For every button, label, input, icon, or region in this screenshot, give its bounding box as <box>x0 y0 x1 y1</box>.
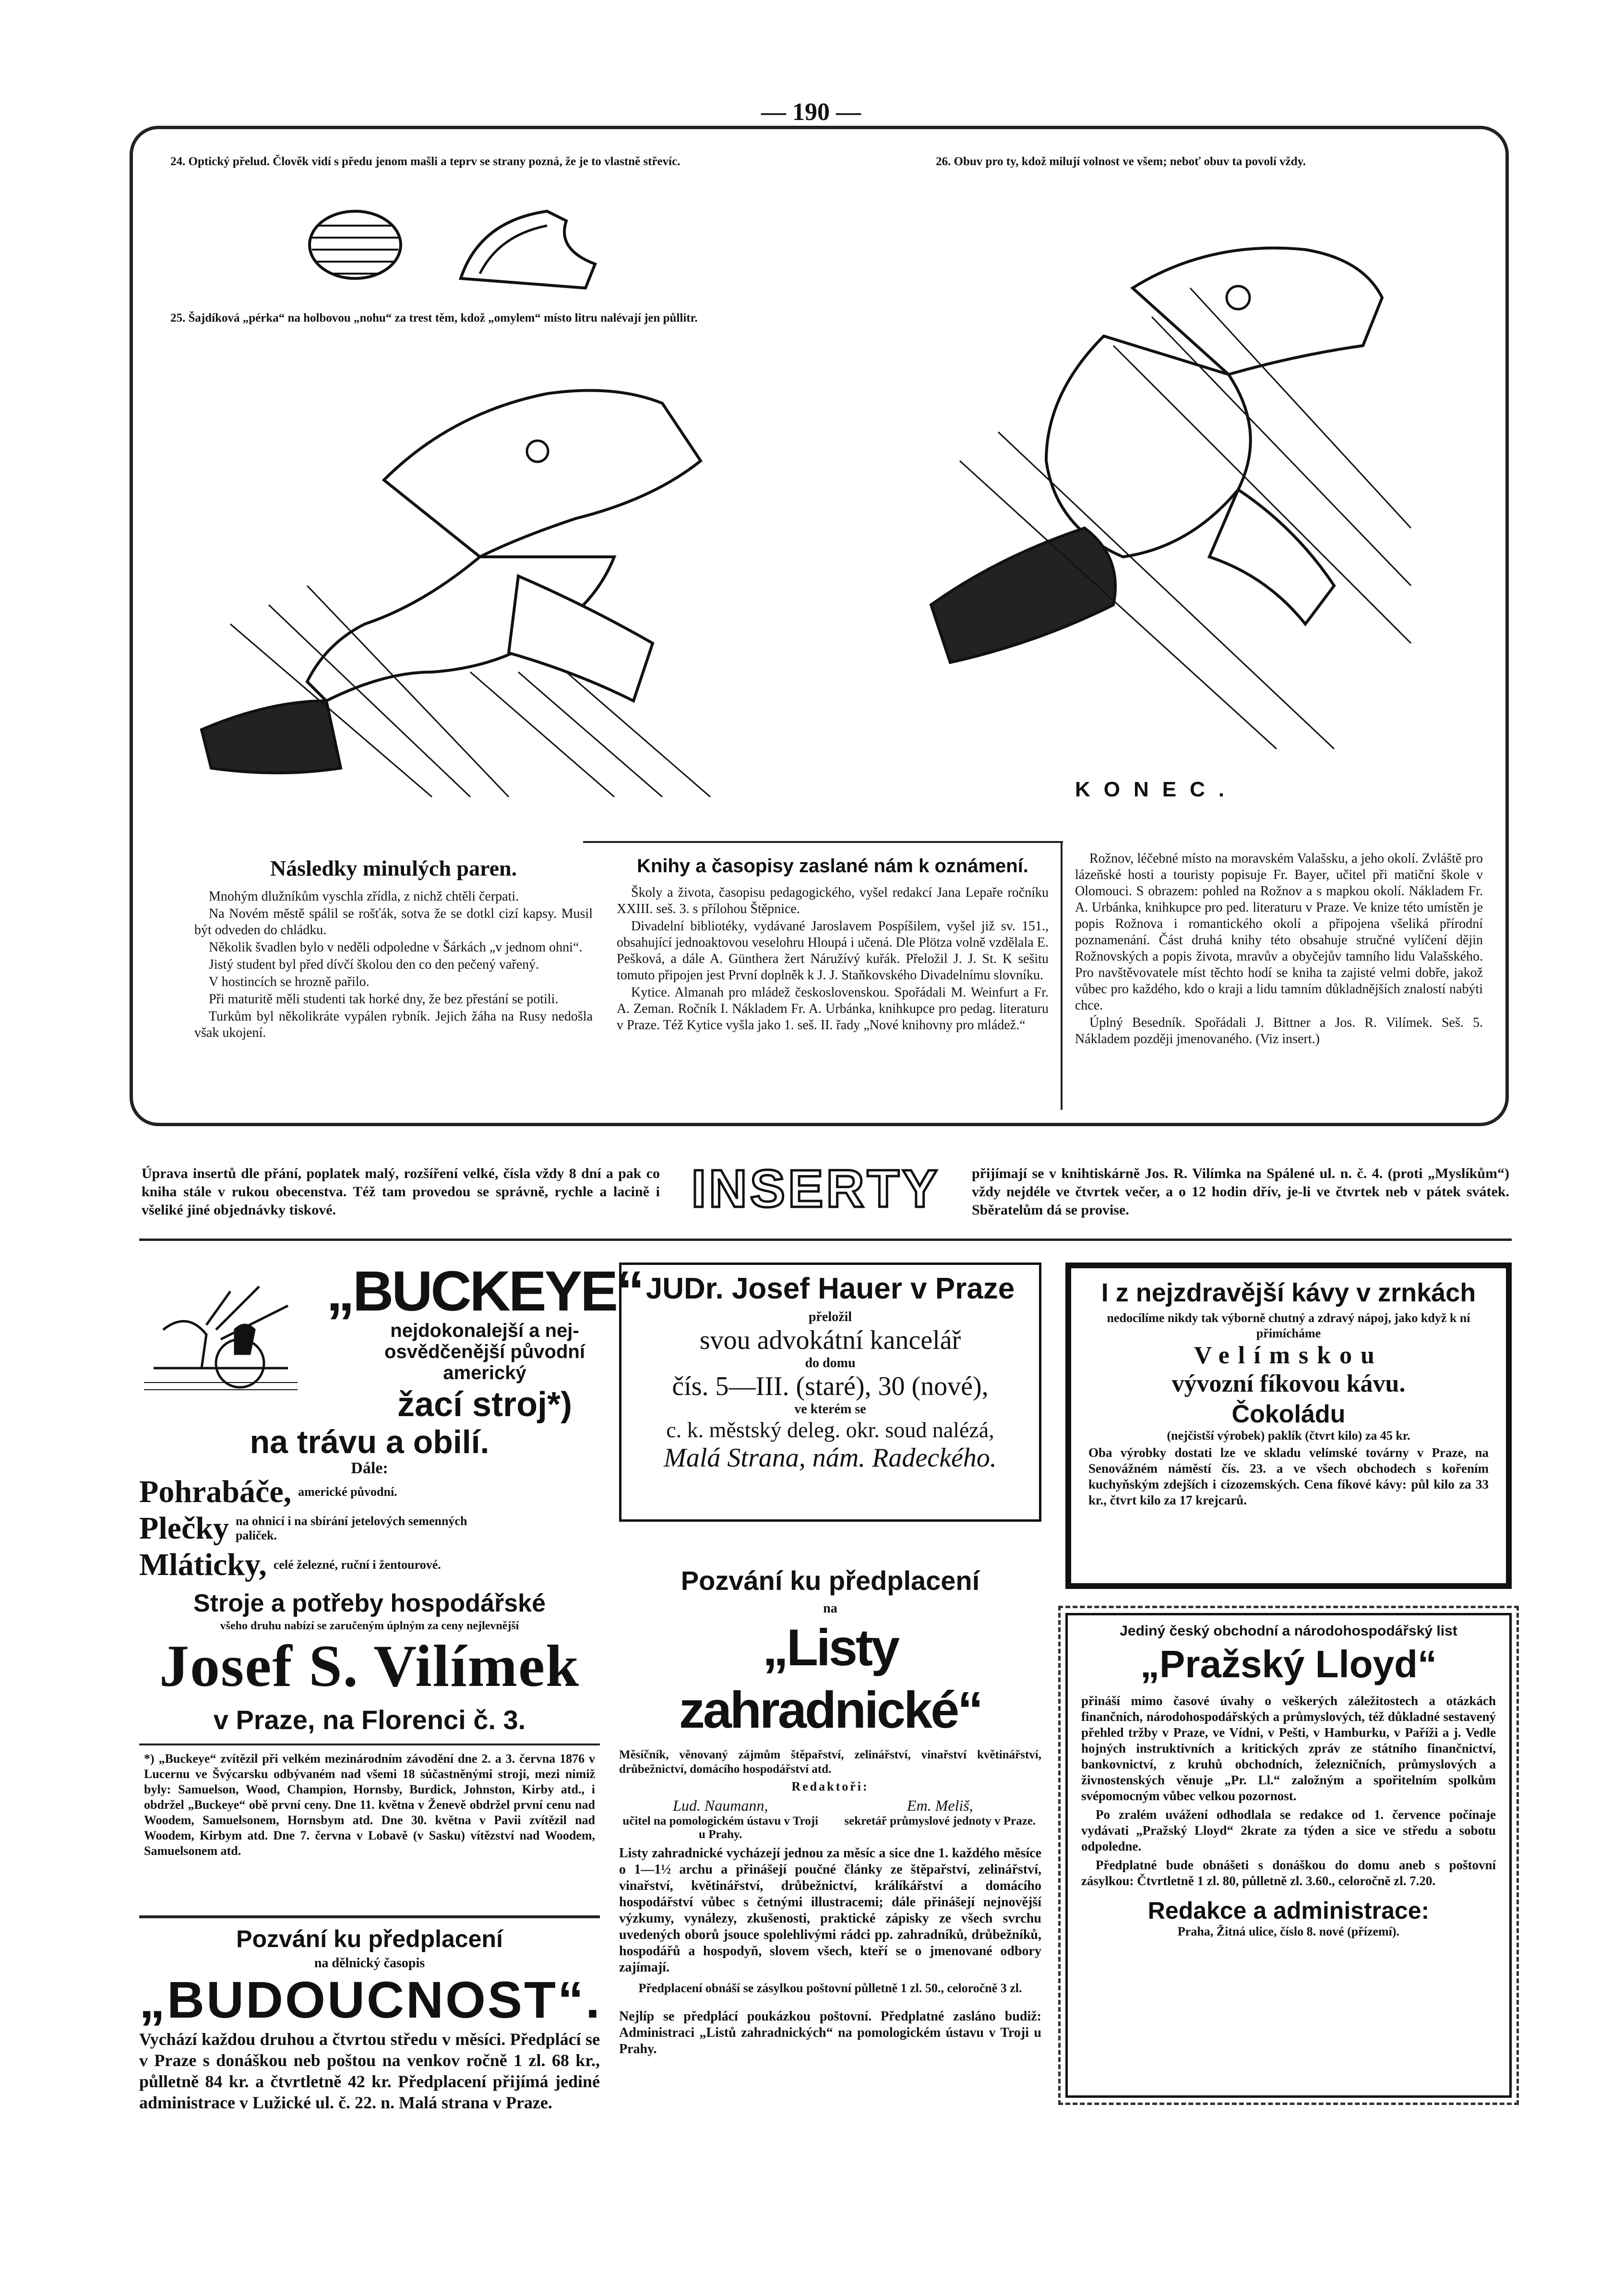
paragraph: Na Novém městě spálil se rošťák, sotva že se dotkl cizí kapsy. Musil být odveden do chládku. <box>194 906 593 938</box>
column-divider-right <box>1061 841 1063 1110</box>
desc-line: americký <box>443 1362 526 1383</box>
column-body <box>1075 851 1483 1047</box>
budoucnost-text: Vychází každou druhou a čtvrtou středu v měsíci. Předplácí se v Praze s donáškou neb poštou na venkov ročně 1 zl. 68 kr., půlletně 84 kr. a čtvrtletně 42 kr. Předplacení přijímá jediné administrace v Lužické ul. č. 22. n. Malá strana v Praze. <box>139 2030 600 2112</box>
hauer-line: Malá Strana, nám. Radeckého. <box>664 1443 997 1473</box>
item-name: Plečky <box>139 1511 229 1546</box>
divider <box>139 1744 600 1745</box>
editor <box>839 1797 1041 1841</box>
listy-price: Předplacení obnáší se zásylkou poštovní půlletně 1 zl. 50., celoročně 3 zl. <box>638 1981 1022 1995</box>
paragraph: Mnohým dlužníkům vyschla zřídla, z nichž chtěli čerpati. <box>209 889 519 904</box>
item-row <box>139 1474 600 1510</box>
item-desc: americké původní. <box>298 1485 397 1499</box>
paragraph: Turkům byl několikráte vypálen rybník. Jejich žáha na Rusy nedošla však ukojení. <box>194 1009 593 1040</box>
paragraph: Při maturitě měli studenti tak horké dny, že bez přestání se potili. <box>209 992 559 1007</box>
listy-editors <box>619 1797 1041 1841</box>
reaper-icon <box>144 1272 302 1397</box>
editor-name: Lud. Naumann, <box>673 1797 768 1814</box>
paragraph: Kytice. Almanah pro mládež československou. Spořádali M. Weinfurt a Fr. A. Zeman. Ročník I. Nákladem Fr. A. Urbánka, knihkupce pro pedag. literaturu v Praze. Též Kytice vyšla jako 1. seš. II. řady „Nové knihovny pro mládež.“ <box>617 985 1049 1033</box>
desc-line: nejdokonalejší a nej- <box>390 1320 579 1341</box>
buckeye-machines: Stroje a potřeby hospodářské <box>193 1589 546 1617</box>
editor <box>619 1797 822 1841</box>
lloyd-name: „Pražský Lloyd“ <box>1140 1643 1437 1685</box>
kava-title: I z nejzdravější kávy v zrnkách <box>1101 1278 1476 1307</box>
ad-listy <box>619 1565 1041 2057</box>
editor-desc: učitel na pomologickém ústavu v Troji u Prahy. <box>622 1815 819 1841</box>
caption-25: 25. Šajdíková „pérka“ na holbovou „nohu“ za trest těm, kdož „omylem“ místo litru nalévají jen půllitr. <box>170 312 698 325</box>
hauer-line: c. k. městský deleg. okr. soud nalézá, <box>666 1418 994 1442</box>
paragraph: Několik švadlen bylo v neděli odpoledne v Šárkách „v jednom ohni“. <box>209 940 583 955</box>
editor-desc: sekretář průmyslové jednoty v Praze. <box>844 1815 1036 1828</box>
listy-footer: Nejlíp se předplácí poukázkou poštovní. Předplatné zasláno budiž: Administraci „Listů zahradnických“ na pomologickém ústavu v Troji u Prahy. <box>619 2009 1041 2056</box>
paragraph: V hostincích se hrozně pařilo. <box>209 974 370 989</box>
item-row <box>139 1547 600 1583</box>
kava-line: vývozní fíkovou kávu. <box>1171 1370 1406 1397</box>
buckeye-dale: Dále: <box>351 1459 388 1477</box>
column-nasledky <box>194 855 593 1042</box>
ad-hauer <box>619 1263 1041 1522</box>
buckeye-footnote: *) „Buckeye“ zvítězil při velkém mezinárodním závodění dne 2. a 3. června 1876 v Lucernu ve Švýcarsku odbývaném nad všemi 18 súčastněnými stroji, mezi nimiž byly: Samuelson, Wood, Champion, Hornsby, Burdick, Johnston, Kirby atd., i obdržel „Buckeye“ obě první ceny. Dne 11. května v Ženevě obdržel první cenu nad Woodem, Samuelsonem, Hornsbym atd. Dne 30. května v Pavii zvítězil nad Woodem, Kirbym atd. Dne 7. června v Lobavě (v Sasku) vítězství nad Woodem, Samuelsonem atd. <box>144 1752 595 1858</box>
inserty-title: INSERTY <box>691 1159 941 1218</box>
budoucnost-title: Pozvání ku předplacení <box>236 1925 503 1952</box>
item-name: Pohrabáče, <box>139 1474 292 1509</box>
page-number: — 190 — <box>761 98 861 126</box>
kava-line: nedocílíme nikdy tak výborně chutný a zdravý nápoj, jako když k ní přimícháme <box>1107 1311 1470 1340</box>
caption-26: 26. Obuv pro ty, kdož milují volnost ve všem; neboť obuv ta povolí vždy. <box>936 155 1306 168</box>
item-row <box>139 1510 600 1547</box>
lloyd-address: Praha, Žitná ulice, číslo 8. nové (přízemí). <box>1177 1924 1400 1938</box>
lloyd-top: Jediný český obchodní a národohospodářský list <box>1120 1623 1457 1639</box>
inserty-right-text: přijímají se v knihtiskárně Jos. R. Vilímka na Spálené ul. n. č. 4. (proti „Myslíkům“) vždy nejdéle ve čtvrtek večer, a o 12 hodin dřív, je-li ve čtvrtek neb v pátek svátek. Sběratelům dá se provise. <box>972 1166 1509 1218</box>
item-desc: celé železné, ruční i žentourové. <box>273 1558 441 1572</box>
listy-desc: Měsíčník, věnovaný zájmům štěpařství, zelinářství, vinařství květinářství, drůbežnictví, domácího hospodářství atd. <box>619 1748 1041 1776</box>
kava-brand: Velímskou <box>1194 1342 1384 1369</box>
item-name: Mláticky, <box>139 1547 267 1582</box>
lloyd-body: přináší mimo časové úvahy o veškerých záležitostech a otázkách finančních, národohospodářských a průmyslových, též důkladné sestavený přehled tržby v Praze, ve Vídni, v Pešti, v Hamburku, v Paříži a j. Vedle hojných instruktivních a kritických zpráv ze státního finančnictví, bankovnictví, z kruhů obchodních, železničních, průmyslových a živnostenských věnuje „Pr. Ll.“ založným a spořitelním spolkům svépomocným vůbec velkou pozornost. <box>1081 1694 1496 1803</box>
column-rule <box>583 841 1063 843</box>
inserty-left-text: Úprava insertů dle přání, poplatek malý, rozšíření velké, čísla vždy 8 dní a pak co kniha stále v rukou obecenstva. Též tam provedou se správně, rychle a lacině i všeliké jiné objednávky tiskové. <box>142 1166 660 1218</box>
lloyd-body2: Po zralém uvážení odhodlala se redakce od 1. července počínaje vydávati „Pražský Lloyd“ 2krate za týden a sice ve středu a sobotu odpoledne. <box>1081 1807 1496 1853</box>
desc-line: osvědčenější původní <box>384 1341 585 1362</box>
listy-na: na <box>823 1601 837 1616</box>
inserty-rule <box>139 1239 1512 1241</box>
buckeye-company: Josef S. Vilímek <box>159 1633 580 1699</box>
lloyd-footer: Redakce a administrace: <box>1147 1897 1430 1924</box>
ad-budoucnost <box>139 1925 600 2113</box>
ad-kava <box>1065 1263 1512 1589</box>
leg-illustration-left <box>182 336 749 806</box>
hauer-line: ve kterém se <box>794 1402 866 1417</box>
konec-label: KONEC. <box>1075 778 1238 801</box>
listy-redaktori: Redaktoři: <box>791 1780 869 1793</box>
kava-line: (nejčistší výrobek) paklík (čtvrt kilo) za 45 kr. <box>1167 1429 1410 1443</box>
buckeye-machines-sub: všeho druhu nabízí se zaručeným úplným za ceny nejlevnější <box>220 1620 519 1632</box>
budoucnost-name: „BUDOUCNOST“. <box>139 1971 602 2029</box>
hauer-line: čís. 5—III. (staré), 30 (nové), <box>672 1371 989 1401</box>
column-body <box>194 889 593 1041</box>
caption-24: 24. Optický přelud. Člověk vidí s předu jenom mašli a teprv se strany pozná, že je to vlastně střevíc. <box>170 155 681 168</box>
column-title: Knihy a časopisy zaslané nám k oznámení. <box>637 855 1028 877</box>
column-title: Následky minulých paren. <box>270 856 517 880</box>
hauer-line: svou advokátní kancelář <box>699 1325 961 1355</box>
buckeye-product2: na trávu a obilí. <box>250 1424 490 1460</box>
item-desc: na ohnicí i na sbírání jetelových semenných paliček. <box>235 1514 467 1542</box>
column-knihy <box>617 855 1049 1034</box>
buckeye-brand: „BUCKEYE“ <box>326 1260 643 1323</box>
lloyd-price: Předplatné bude obnášeti s donáškou do domu aneb s poštovní zásylkou: Čtvrtletně 1 zl. 80, půlletně zl. 3.60., celoročně zl. 7.20. <box>1081 1858 1496 1888</box>
leg-illustration-right <box>902 192 1430 754</box>
hauer-line: do domu <box>805 1356 856 1371</box>
shoe-bow-illustration <box>298 192 633 302</box>
paragraph: Divadelní bibliotéky, vydávané Jaroslavem Pospíšilem, vyšel již sv. 151., obsahující jednoaktovou veselohru Hloupá i učená. Dle Plötza volně vzdělala E. Pešková, a dále A. Günthera žert Náružívý kuřák. Přeložil J. J. St. K sešitu tomuto připojen jest První doplněk k J. J. Staňkovského Divadelnímu slovníku. <box>617 919 1049 983</box>
budoucnost-sub: na dělnický časopis <box>314 1956 425 1971</box>
paragraph: Školy a života, časopisu pedagogického, vyšel redakcí Jana Lepaře ročníku XXIII. seš. 3. s přílohou Štěpnice. <box>617 885 1049 916</box>
kava-line: Čokoládu <box>1231 1400 1346 1428</box>
listy-body: Listy zahradnické vycházejí jednou za měsíc a sice dne 1. každého měsíce o 1—1½ archu a přinášejí poučné články ze štěpařství, zelinářství, vinařství, květinářství, drůbežnictví, králíkářství a domácího hospodářství vůbec s četnými illustracemi; dále přinášejí nejnovější výzkumy, vynálezy, zkušenosti, praktické zápisky ze všech svrchu uvedených oborů jsouce spolehlivými rádci pp. zahradníků, drůbežníků, hospodářů a hospodyň, slovem všech, kteří se o jmenované odbory zajímají. <box>619 1846 1041 1975</box>
listy-title: Pozvání ku předplacení <box>681 1565 980 1596</box>
column-roznov <box>1075 851 1483 1048</box>
buckeye-items <box>139 1474 600 1583</box>
hauer-line: přeložil <box>808 1310 852 1324</box>
divider <box>139 1915 600 1918</box>
buckeye-address: v Praze, na Florenci č. 3. <box>213 1705 526 1735</box>
editor-name: Em. Meliš, <box>907 1797 973 1814</box>
paragraph: Rožnov, léčebné místo na moravském Valašsku, a jeho okolí. Zvláště pro lázeňské hosti a touristy popisuje Fr. Bayer, učitel při matiční škole v Olomouci. S obrazem: pohled na Rožnov a s mapkou okolí. Nákladem Fr. A. Urbánka, knihkupce pro ped. literaturu v Praze. Ve knize této umístěn je popis Rožnova i romantického okolí a připojena všeliká přírodní poznamenání. Část druhá knihy této obsahuje stručné vylíčení dějin Rožnovských a popis života, mravův a obyčejův tamního lidu Valašského. Pro navštěvovatele míst těchto hodí se kniha ta zajisté velmi dobře, jakož vůbec pro každého, kdo o kraji a lidu tamním důkladnějších znalostí nabýti chce. <box>1075 851 1483 1013</box>
paragraph: Jistý student byl před dívčí školou den co den pečený vařený. <box>209 957 539 972</box>
buckeye-product: žací stroj*) <box>397 1385 573 1424</box>
buckeye-desc <box>365 1320 605 1383</box>
ad-lloyd <box>1065 1613 1512 2098</box>
kava-line: Oba výrobky dostati lze ve skladu velímské továrny v Praze, na Senovážném náměstí čís. 23. a ve všech obchodech s kořením kuchyňským zdejších i cizozemských. Cena fíkové kávy: půl kilo za 33 kr., čtvrt kilo za 17 krejcarů. <box>1088 1445 1489 1507</box>
hauer-name: JUDr. Josef Hauer v Praze <box>645 1272 1015 1305</box>
paragraph: Úplný Besedník. Spořádali J. Bittner a Jos. R. Vilímek. Seš. 5. Nákladem později jmenovaného. (Viz insert.) <box>1075 1015 1483 1046</box>
column-body <box>617 885 1049 1034</box>
listy-name: „Listy zahradnické“ <box>679 1618 982 1739</box>
